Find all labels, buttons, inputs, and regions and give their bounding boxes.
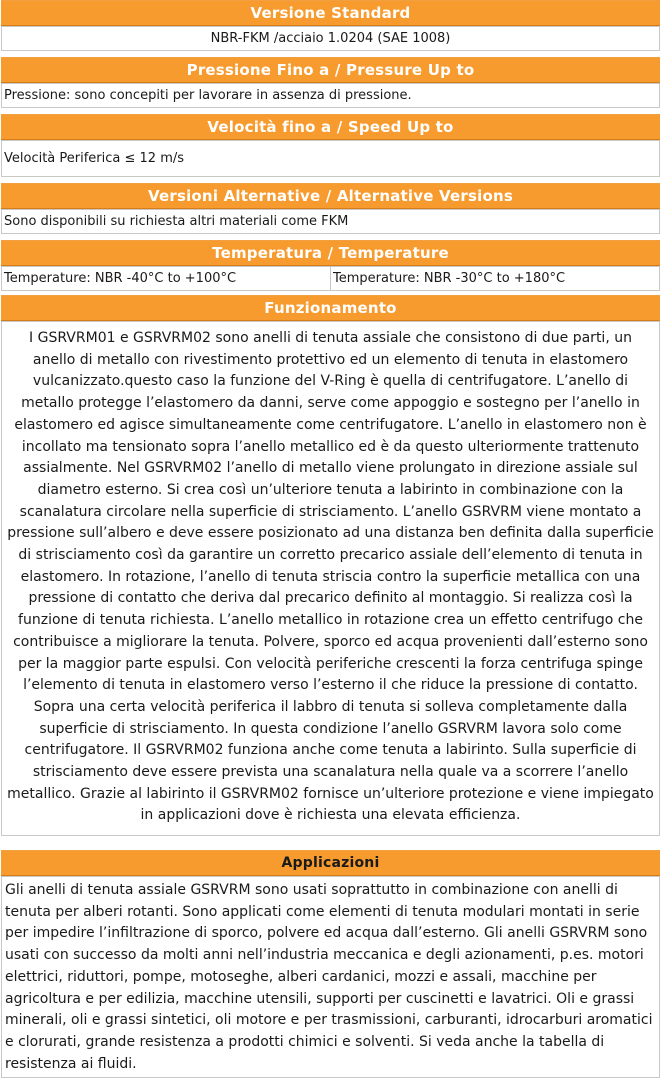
temperature-left: Temperature: NBR -40°C to +100°C — [1, 266, 331, 291]
standard-value: NBR-FKM /acciaio 1.0204 (SAE 1008) — [1, 26, 660, 51]
speed-value: Velocità Periferica ≤ 12 m/s — [1, 140, 660, 177]
pressure-value: Pressione: sono concepiti per lavorare in assenza di pressione. — [1, 83, 660, 108]
section-gap — [1, 836, 660, 850]
temperature-right: Temperature: NBR -30°C to +180°C — [331, 266, 660, 291]
temperature-row — [1, 266, 660, 291]
section-header-temperature: Temperatura / Temperature — [1, 240, 660, 266]
section-header-applications: Applicazioni — [1, 850, 660, 876]
section-header-standard: Versione Standard — [1, 0, 660, 26]
alternatives-value: Sono disponibili su richiesta altri materiali come FKM — [1, 209, 660, 234]
section-header-function: Funzionamento — [1, 295, 660, 321]
applications-text: Gli anelli di tenuta assiale GSRVRM sono usati soprattutto in combinazione con anelli di tenuta per alberi rotanti. Sono applicati come elementi di tenuta modulari montati in serie per impedire l’infiltrazione di sporco, polvere ed acqua dall’esterno. Gli anelli GSRVRM sono usati con successo da molti anni nell’industria meccanica e degli azionamenti, p.es. motori elettrici, riduttori, pompe, motoseghe, alberi cardanici, mozzi e assali, macchine per agricoltura e per edilizia, macchine utensili, supporti per cuscinetti e lavatrici. Oli e grassi minerali, oli e grassi sintetici, oli motore e per trasmissioni, carburanti, idrocarburi aromatici e clorurati, grande resistenza a prodotti chimici e solventi. Si veda anche la tabella di resistenza ai fluidi. — [1, 876, 660, 1078]
section-header-alternatives: Versioni Alternative / Alternative Versions — [1, 183, 660, 209]
function-text: I GSRVRM01 e GSRVRM02 sono anelli di tenuta assiale che consistono di due parti, un anello di metallo con rivestimento protettivo ed un elemento di tenuta in elastomero vulcanizzato.questo caso la funzione del V-Ring è quella di centrifugatore. L’anello di metallo protegge l’elastomero da danni, serve come appoggio e sostegno per l’anello in elastomero ed agisce simultaneamente come centrifugatore. L’anello in elastomero non è incollato ma tensionato sopra l’anello metallico ed è da questo ulteriormente trattenuto assialmente. Nel GSRVRM02 l’anello di metallo viene prolungato in direzione assiale sul diametro esterno. Si crea così un’ulteriore tenuta a labirinto in combinazione con la scanalatura circolare nella superficie di strisciamento. L’anello GSRVRM viene montato a pressione sull’albero e deve essere posizionato ad una distanza ben definita dalla superficie di strisciamento così da garantire un corretto precarico assiale dell’elemento di tenuta in elastomero. In rotazione, l’anello di tenuta striscia contro la superficie metallica con una pressione di contatto che deriva dal precarico definito al montaggio. Si realizza così la funzione di tenuta richiesta. L’anello metallico in rotazione crea un effetto centrifugo che contribuisce a migliorare la tenuta. Polvere, sporco ed acqua provenienti dall’esterno sono per la maggior parte espulsi. Con velocità periferiche crescenti la forza centrifuga spinge l’elemento di tenuta in elastomero verso l’esterno il che riduce la pressione di contatto. Sopra una certa velocità periferica il labbro di tenuta si solleva completamente dalla superficie di strisciamento. In questa condizione l’anello GSRVRM lavora solo come centrifugatore. Il GSRVRM02 funziona anche come tenuta a labirinto. Sulla superficie di strisciamento deve essere prevista una scanalatura nella quale va a scorrere l’anello metallico. Grazie al labirinto il GSRVRM02 fornisce un’ulteriore protezione e viene impiegato in applicazioni dove è richiesta una elevata efficienza. — [1, 321, 660, 836]
section-header-pressure: Pressione Fino a / Pressure Up to — [1, 57, 660, 83]
section-header-speed: Velocità fino a / Speed Up to — [1, 114, 660, 140]
